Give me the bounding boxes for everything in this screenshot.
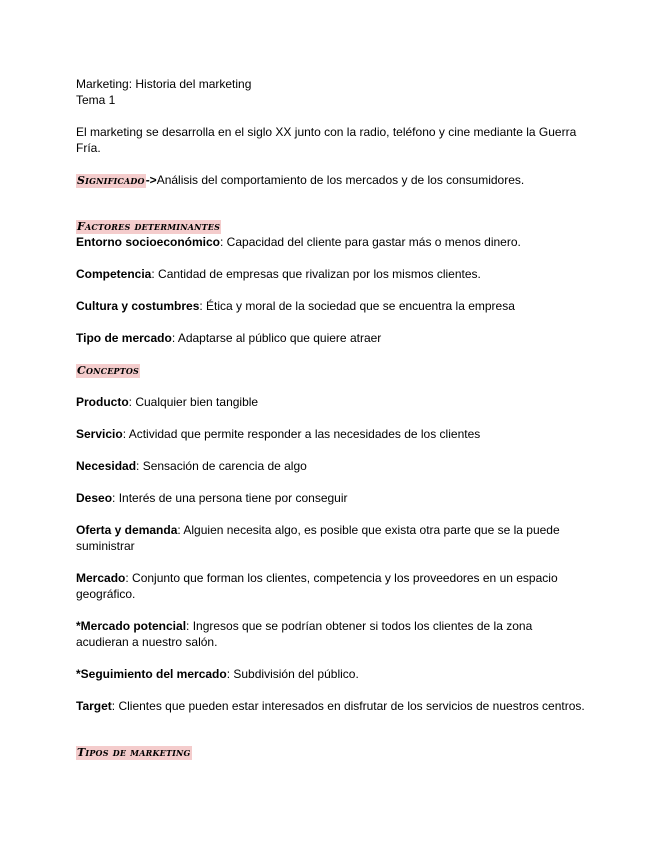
- concept-def: : Ingresos que se podrían obtener si todos los clientes de la zona acudieran a nuestro salón.: [76, 619, 533, 649]
- tipos-heading: Tipos de marketing: [77, 746, 191, 759]
- concept-item: [76, 426, 586, 442]
- factores-heading: Factores determinantes: [77, 220, 221, 233]
- concept-item: [76, 666, 586, 682]
- concept-item: [76, 570, 586, 602]
- concept-term: Mercado: [76, 571, 126, 585]
- concept-def: : Alguien necesita algo, es posible que exista otra parte que se la puede suministrar: [76, 523, 560, 553]
- significado-arrow: ->: [145, 173, 157, 187]
- factor-term: Cultura y costumbres: [76, 299, 200, 313]
- factor-def: : Capacidad del cliente para gastar más o menos dinero.: [220, 235, 521, 249]
- significado-text: Análisis del comportamiento de los mercados y de los consumidores.: [156, 173, 525, 187]
- concept-term: *Seguimiento del mercado: [76, 667, 227, 681]
- concept-term: *Mercado potencial: [76, 619, 187, 633]
- concept-def: : Cualquier bien tangible: [128, 395, 259, 409]
- concept-term: Servicio: [76, 427, 123, 441]
- factor-item: [76, 234, 586, 250]
- factor-term: Entorno socioeconómico: [76, 235, 221, 249]
- factor-def: : Cantidad de empresas que rivalizan por los mismos clientes.: [151, 267, 481, 281]
- concept-term: Producto: [76, 395, 129, 409]
- concept-def: : Actividad que permite responder a las necesidades de los clientes: [122, 427, 481, 441]
- section-heading-tipos: [76, 744, 586, 760]
- concept-item: [76, 618, 586, 650]
- concept-term: Oferta y demanda: [76, 523, 178, 537]
- factor-def: : Adaptarse al público que quiere atraer: [171, 331, 382, 345]
- factor-term: Competencia: [76, 267, 152, 281]
- conceptos-heading: Conceptos: [77, 364, 140, 377]
- concept-term: Necesidad: [76, 459, 137, 473]
- concept-def: : Conjunto que forman los clientes, competencia y los proveedores en un espacio geográfico.: [76, 571, 558, 601]
- concept-item: [76, 522, 586, 554]
- factor-def: : Ética y moral de la sociedad que se encuentra la empresa: [199, 299, 515, 313]
- document-page: [76, 76, 586, 760]
- factor-item: [76, 266, 586, 282]
- concept-term: Target: [76, 699, 112, 713]
- document-subtitle: Tema 1: [76, 93, 116, 107]
- concept-def: : Sensación de carencia de algo: [136, 459, 307, 473]
- concept-item: [76, 490, 586, 506]
- section-heading-factores: [76, 218, 586, 234]
- section-heading-conceptos: [76, 362, 586, 378]
- document-title: Marketing: Historia del marketing: [76, 77, 252, 91]
- concept-item: [76, 394, 586, 410]
- factor-term: Tipo de mercado: [76, 331, 172, 345]
- significado-line: [76, 172, 586, 188]
- factor-item: [76, 330, 586, 346]
- concept-def: : Clientes que pueden estar interesados en disfrutar de los servicios de nuestros centros.: [111, 699, 585, 713]
- concept-def: : Interés de una persona tiene por conseguir: [112, 491, 348, 505]
- concept-item: [76, 458, 586, 474]
- intro-paragraph: El marketing se desarrolla en el siglo XX junto con la radio, teléfono y cine mediante la Guerra Fría.: [76, 125, 577, 155]
- concept-def: : Subdivisión del público.: [226, 667, 359, 681]
- significado-label: Significado: [77, 174, 145, 187]
- concept-term: Deseo: [76, 491, 113, 505]
- factor-item: [76, 298, 586, 314]
- concept-item: [76, 698, 586, 714]
